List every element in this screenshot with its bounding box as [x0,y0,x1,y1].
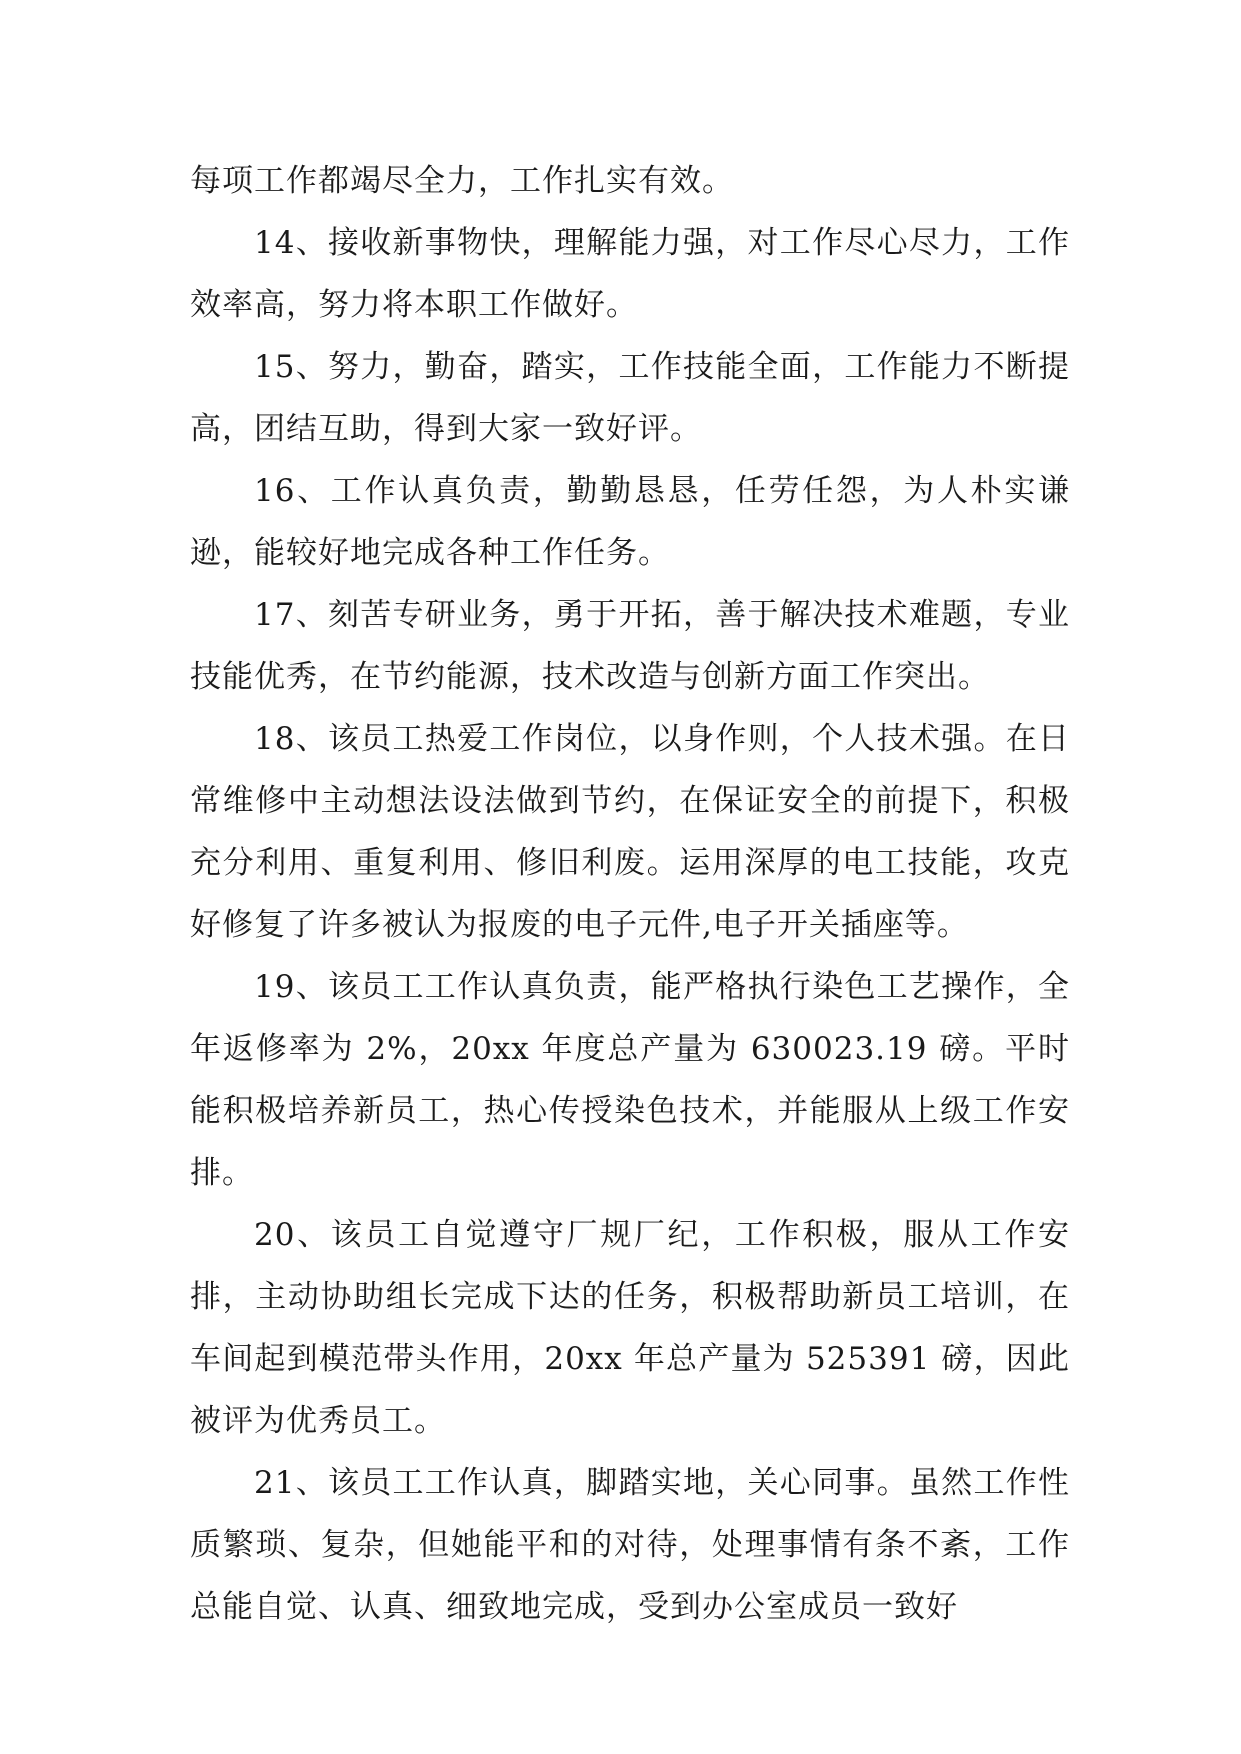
paragraph-item-19: 19、该员工工作认真负责，能严格执行染色工艺操作，全年返修率为 2%，20xx 年度总产量为 630023.19 磅。平时能积极培养新员工，热心传授染色技术，并能服从上级工作安排。 [190,969,1070,1191]
paragraph-item-14: 14、接收新事物快，理解能力强，对工作尽心尽力，工作效率高，努力将本职工作做好。 [190,225,1070,323]
paragraph-continuation: 每项工作都竭尽全力，工作扎实有效。 [190,163,734,199]
paragraph-item-15: 15、努力，勤奋，踏实，工作技能全面，工作能力不断提高，团结互助，得到大家一致好评。 [190,349,1070,447]
paragraph-item-21: 21、该员工工作认真，脚踏实地，关心同事。虽然工作性质繁琐、复杂，但她能平和的对待，处理事情有条不紊，工作总能自觉、认真、细致地完成，受到办公室成员一致好 [190,1465,1070,1625]
paragraph-item-20: 20、该员工自觉遵守厂规厂纪，工作积极，服从工作安排，主动协助组长完成下达的任务，积极帮助新员工培训，在车间起到模范带头作用，20xx 年总产量为 525391 磅，因此被评为优秀员工。 [190,1217,1070,1439]
document-body [190,150,1070,1638]
paragraph-item-16: 16、工作认真负责，勤勤恳恳，任劳任怨，为人朴实谦逊，能较好地完成各种工作任务。 [190,473,1070,571]
paragraph-item-17: 17、刻苦专研业务，勇于开拓，善于解决技术难题，专业技能优秀，在节约能源，技术改造与创新方面工作突出。 [190,597,1070,695]
paragraph-item-18: 18、该员工热爱工作岗位，以身作则，个人技术强。在日常维修中主动想法设法做到节约，在保证安全的前提下，积极充分利用、重复利用、修旧利废。运用深厚的电工技能，攻克好修复了许多被认为报废的电子元件,电子开关插座等。 [190,721,1070,943]
